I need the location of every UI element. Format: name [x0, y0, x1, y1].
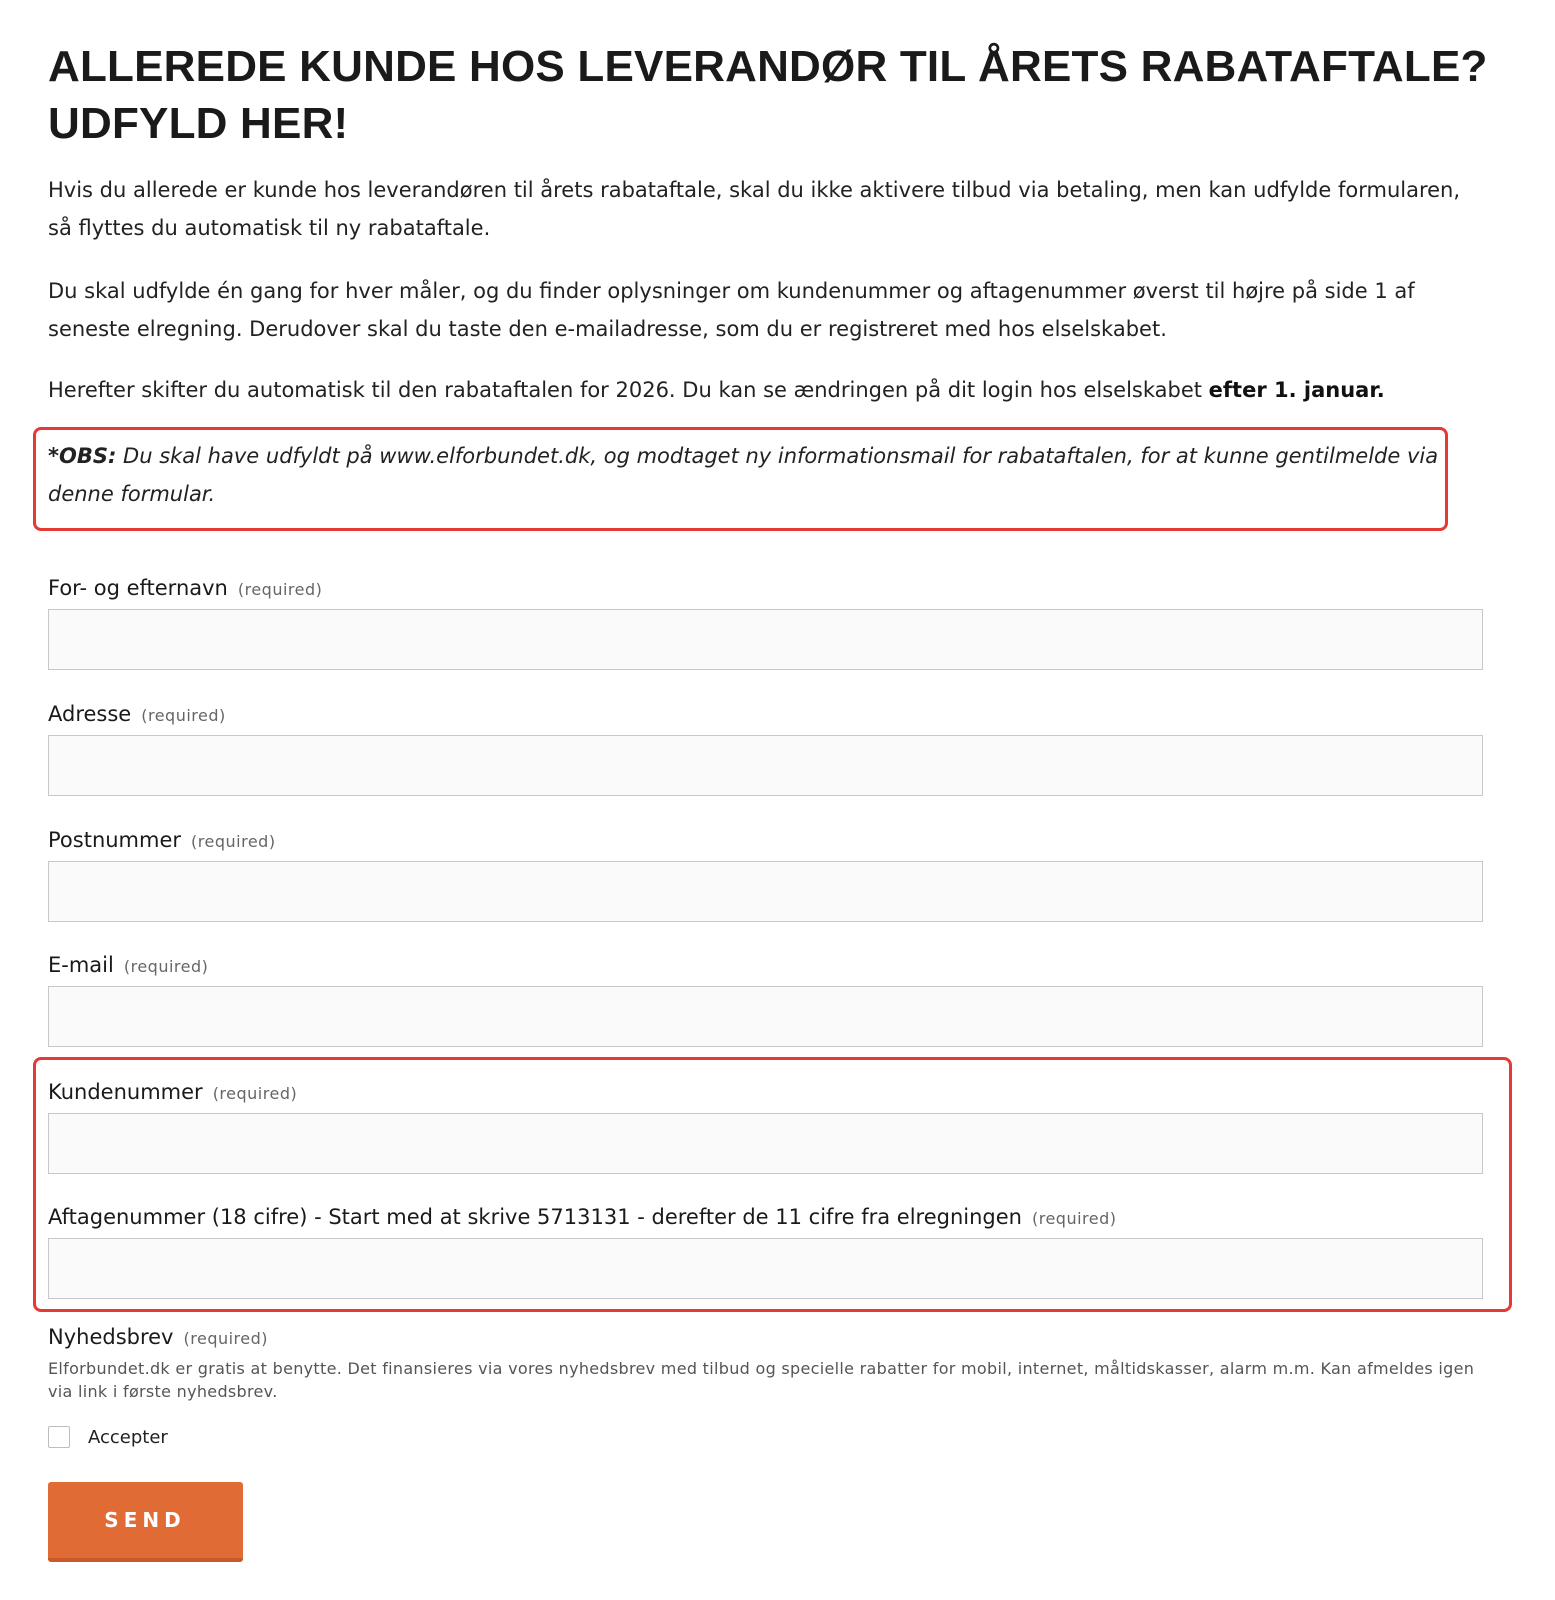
intro-paragraph-3-text: Herefter skifter du automatisk til den rabataftalen for 2026. Du kan se ændringen på dit login hos elselskabet [48, 378, 1209, 402]
email-label-text: E-mail [48, 953, 114, 977]
newsletter-label [48, 1323, 268, 1353]
postal-code-input[interactable] [48, 861, 1483, 922]
accept-checkbox[interactable] [48, 1426, 70, 1448]
required-marker: (required) [212, 1084, 298, 1103]
email-label [48, 951, 208, 981]
postal-code-label-text: Postnummer [48, 828, 182, 852]
address-label [48, 700, 226, 730]
postal-code-label [48, 826, 276, 856]
required-marker: (required) [237, 580, 323, 599]
intro-paragraph-2: Du skal udfylde én gang for hver måler, og du finder oplysninger om kundenummer og aftagenummer øverst til højre på side 1 af seneste elregning. Derudover skal du taste den e-mailadresse, som du er registreret med hos elselskabet. [48, 279, 1415, 341]
required-marker: (required) [141, 706, 226, 725]
name-label [48, 574, 322, 604]
obs-notice [48, 437, 1448, 513]
intro-paragraph-3-bold: efter 1. januar. [1208, 378, 1385, 402]
obs-text: Du skal have udfyldt på www.elforbundet.dk, og modtaget ny informationsmail for rabataftalen, for at kunne gentilmelde via denne formular. [48, 444, 1439, 506]
name-label-text: For- og efternavn [48, 576, 228, 600]
meter-number-input[interactable] [48, 1238, 1483, 1299]
required-marker: (required) [191, 832, 276, 851]
newsletter-description: Elforbundet.dk er gratis at benytte. Det finansieres via vores nyhedsbrev med tilbud og specielle rabatter for mobil, internet, måltidskasser, alarm m.m. Kan afmeldes igen via link i første nyhedsbrev. [48, 1359, 1475, 1401]
page-title [48, 38, 1498, 152]
required-marker: (required) [123, 957, 209, 976]
intro-paragraph-3 [48, 371, 1488, 409]
page-title-line1: ALLEREDE KUNDE HOS LEVERANDØR TIL ÅRETS RABATAFTALE? [48, 42, 1488, 91]
form-page [48, 0, 1498, 1532]
newsletter-label-text: Nyhedsbrev [48, 1325, 174, 1349]
required-marker: (required) [1031, 1209, 1117, 1228]
obs-label: *OBS: [48, 444, 117, 468]
intro-paragraph-1: Hvis du allerede er kunde hos leverandøren til årets rabataftale, skal du ikke aktivere tilbud via betaling, men kan udfylde formularen, så flyttes du automatisk til ny rabataftale. [48, 178, 1461, 240]
address-label-text: Adresse [48, 702, 132, 726]
customer-number-label-text: Kundenummer [48, 1080, 203, 1104]
email-input[interactable] [48, 986, 1483, 1047]
address-input[interactable] [48, 735, 1483, 796]
customer-number-input[interactable] [48, 1113, 1483, 1174]
send-button[interactable]: SEND [48, 1482, 243, 1562]
required-marker: (required) [183, 1329, 269, 1348]
page-title-line2: UDFYLD HER! [48, 99, 349, 148]
accept-checkbox-row[interactable] [48, 1424, 168, 1450]
customer-number-label [48, 1078, 297, 1108]
accept-checkbox-label[interactable]: Accepter [88, 1426, 168, 1448]
meter-number-label-text: Aftagenummer (18 cifre) - Start med at skrive 5713131 - derefter de 11 cifre fra elregningen [48, 1205, 1022, 1229]
name-input[interactable] [48, 609, 1483, 670]
meter-number-label [48, 1203, 1117, 1233]
